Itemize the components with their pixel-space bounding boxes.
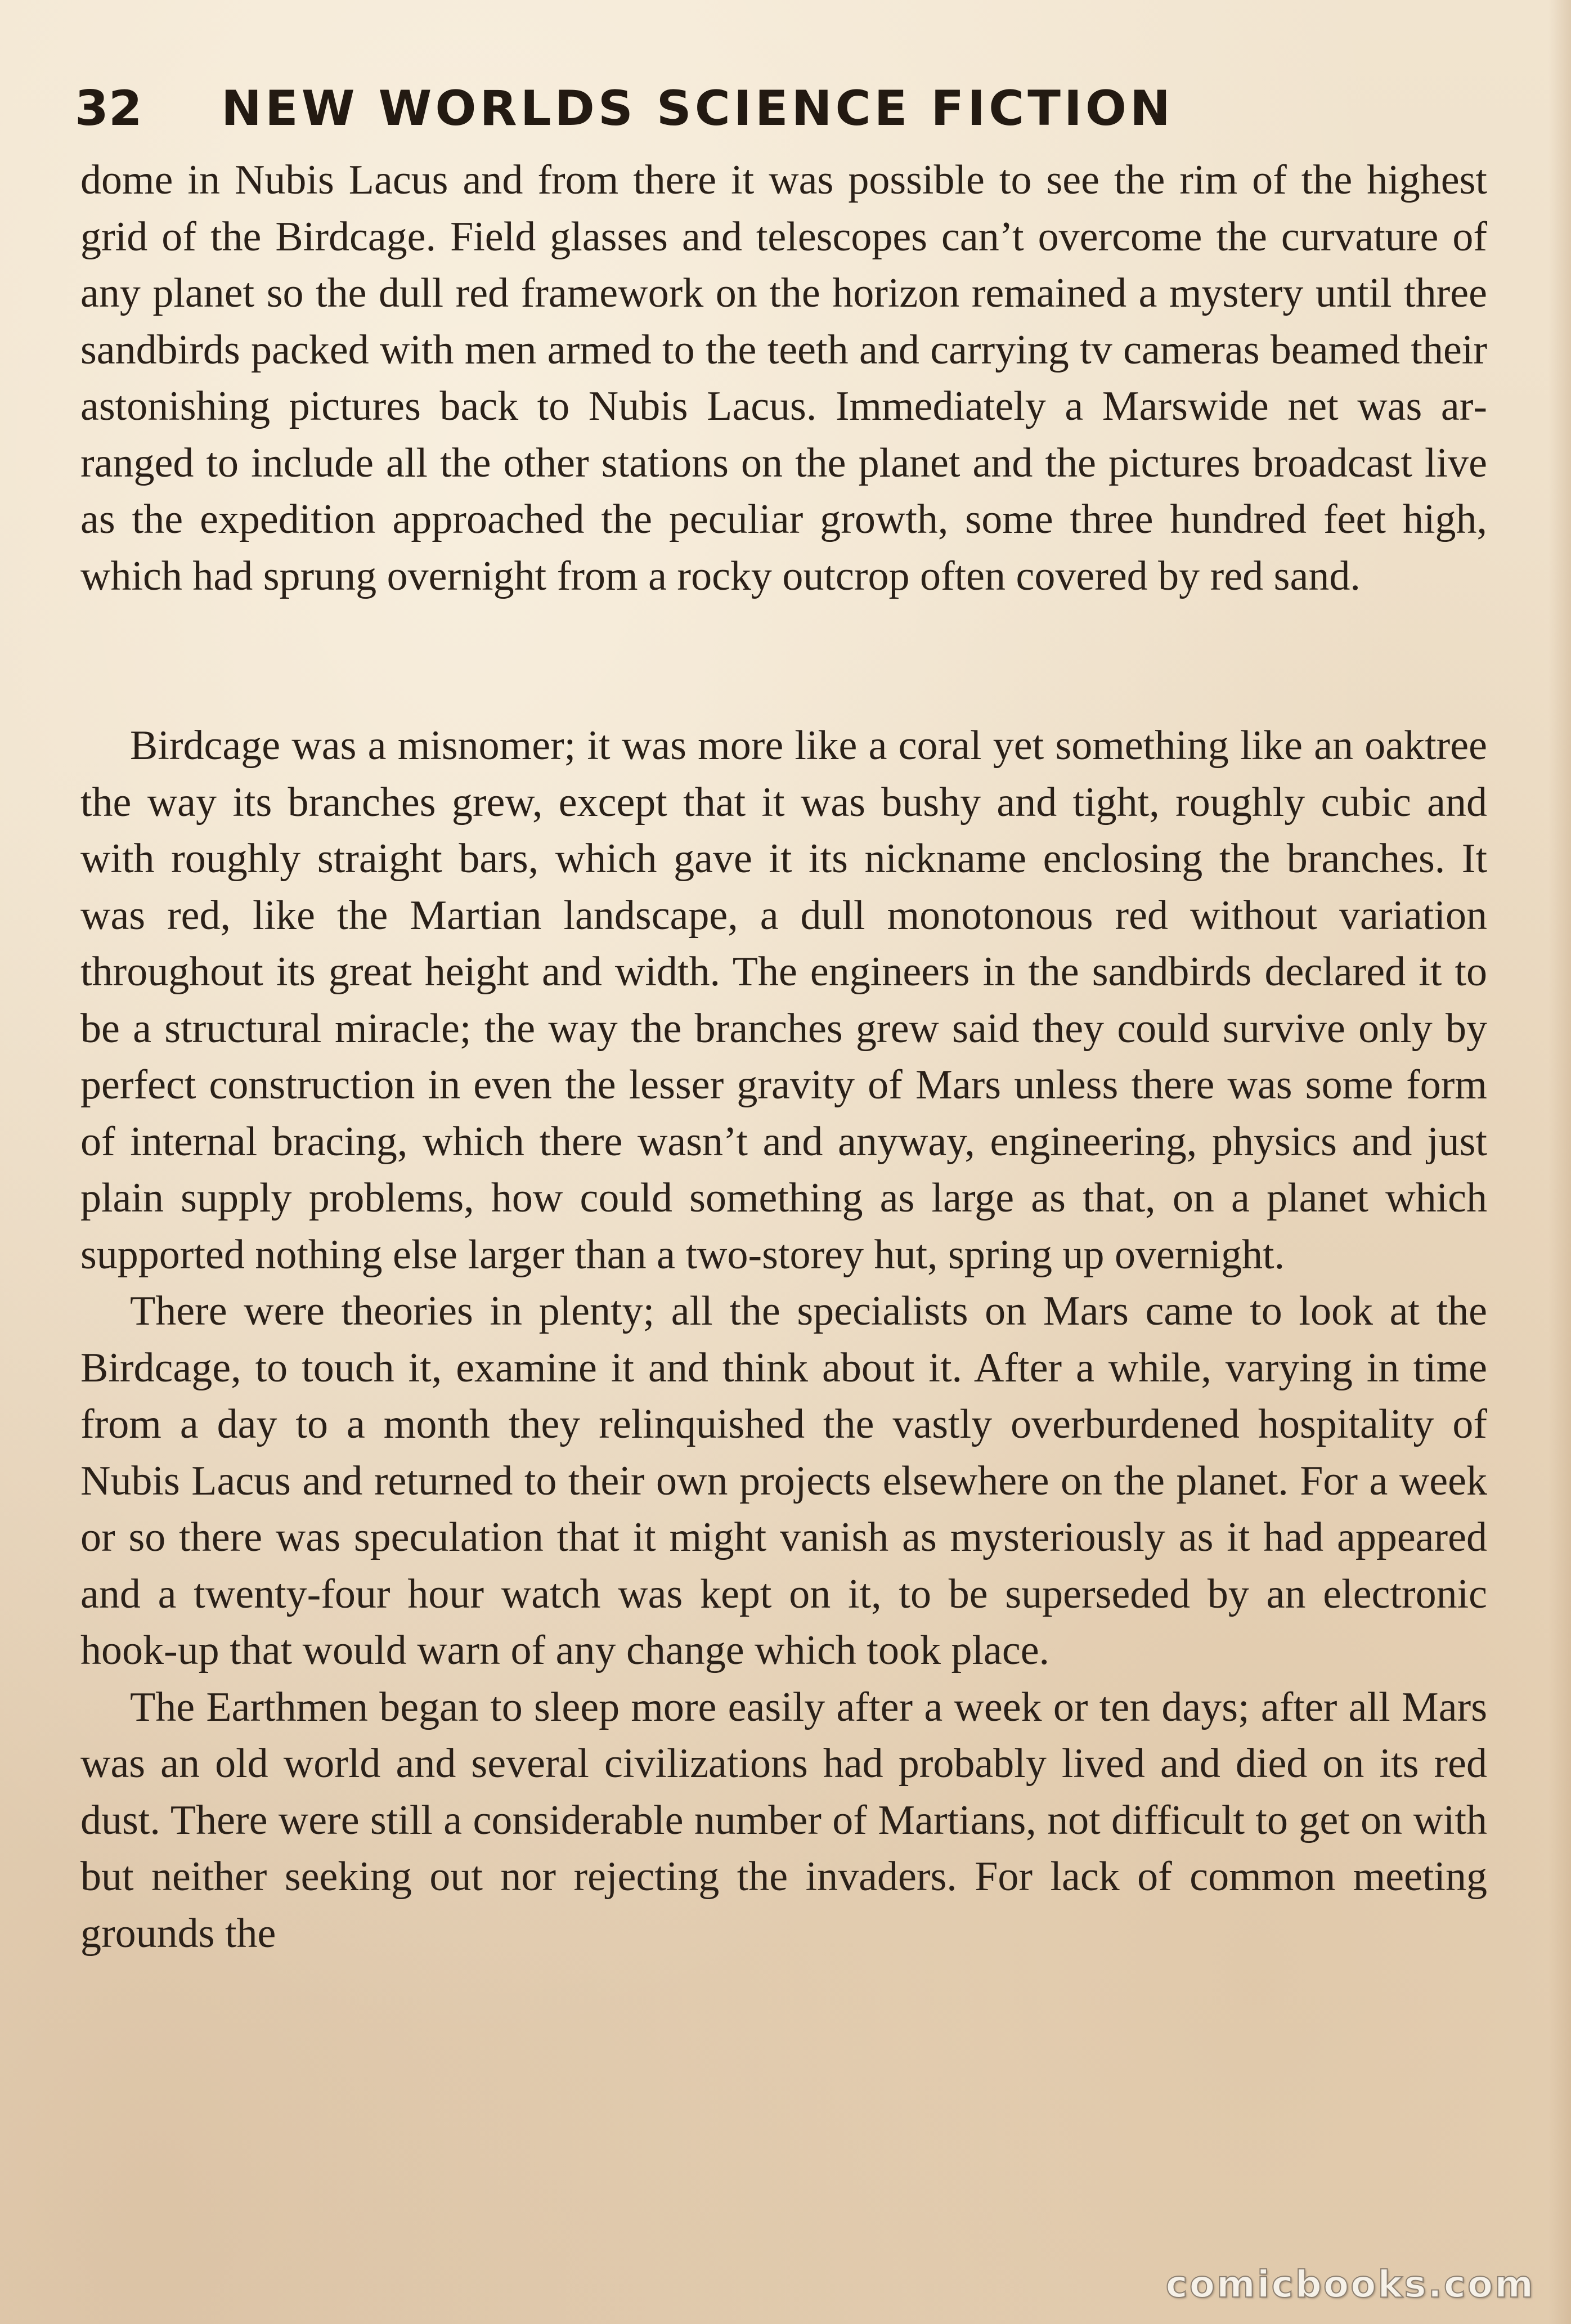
running-head: [75, 72, 1493, 145]
paragraph: There were theories in plenty; all the specialists on Mars came to look at the Birdcage, to touch it, examine it and think about it. After a while, varying in time from a day to a month they relinquished the vastly overburdened hospitality of Nubis Lacus and returned to their own projects elsewhere on the planet. For a week or so there was speculation that it might vanish as mysteriously as it had appeared and a twenty-four hour watch was kept on it, to be superseded by an electronic hook-up that would warn of any change which took place.: [80, 1288, 1487, 1674]
story-text: [80, 152, 1487, 1962]
site-watermark: comicbooks.com: [1165, 2263, 1535, 2306]
paragraph: Birdcage was a misnomer; it was more like a coral yet something like an oaktree the way its branches grew, except that it was bushy and tight, roughly cubic and with roughly straight bars, which gave it its nickname enclosing the branches. It was red, like the Martian landscape, a dull monotonous red without variation throughout its great height and width. The engineers in the sandbirds declared it to be a structural miracle; the way the branches grew said they could survive only by perfect construction in even the lesser gravity of Mars unless there was some form of internal bracing, which there wasn’t and anyway, engineering, physics and just plain supply problems, how could something as large as that, on a planet which supported nothing else larger than a two-storey hut, spring up overnight.: [80, 723, 1487, 1278]
magazine-title: NEW WORLDS SCIENCE FICTION: [221, 80, 1174, 137]
paragraph: The Earthmen began to sleep more easily after a week or ten days; after all Mars was an old world and several civilizations had probably lived and died on its red dust. There were still a considerable number of Martians, not difficult to get on with but neither seeking out nor rejecting the invaders. For lack of common meeting grounds the: [80, 1684, 1487, 1957]
page-number: 32: [75, 80, 142, 137]
page-edge-shading: [1548, 0, 1571, 2324]
section-break: [80, 604, 1487, 717]
paragraph-continued: dome in Nubis Lacus and from there it was possible to see the rim of the highest grid of the Birdcage. Field glasses and telescopes can’t overcome the curvature of any planet so the dull red framework on the horizon remained a mystery until three sandbirds packed with men armed to the teeth and carrying tv cameras beamed their astonishing pictures back to Nubis Lacus. Immediately a Marswide net was arranged to include all the other stations on the planet and the pictures broadcast live as the expedition approached the peculiar growth, some three hundred feet high, which had sprung overnight from a rocky outcrop often covered by red sand.: [80, 157, 1487, 599]
